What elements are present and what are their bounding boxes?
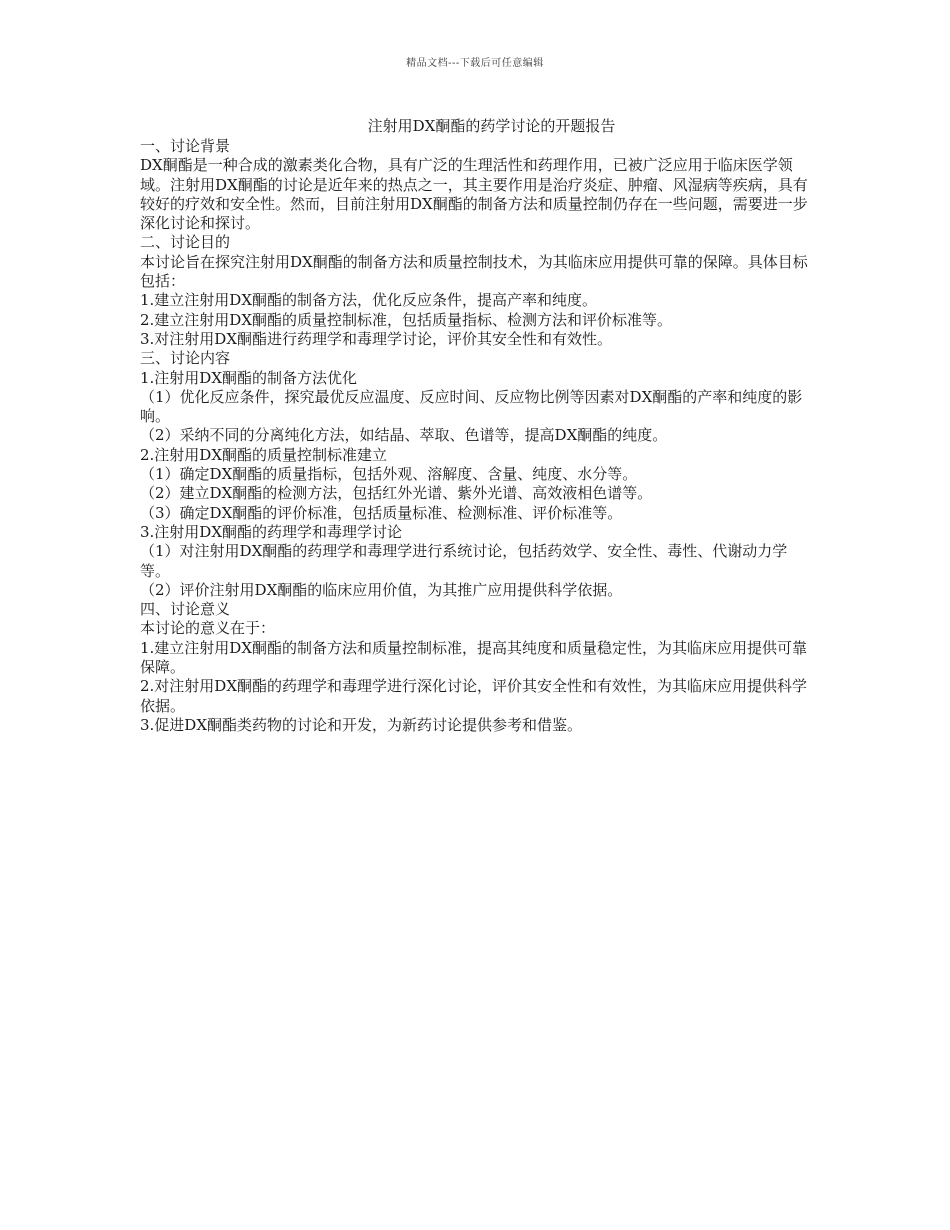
list-item: 3.对注射用DX酮酯进行药理学和毒理学讨论，评价其安全性和有效性。 <box>140 329 613 348</box>
list-item: （1）对注射用DX酮酯的药理学和毒理学进行系统讨论，包括药效学、安全性、毒性、代谢动力学等。 <box>140 542 788 580</box>
list-item: （2）评价注射用DX酮酯的临床应用价值，为其推广应用提供科学依据。 <box>140 580 623 599</box>
list-item: 1.建立注射用DX酮酯的制备方法，优化反应条件，提高产率和纯度。 <box>140 291 598 310</box>
list-item: 1.建立注射用DX酮酯的制备方法和质量控制标准，提高其纯度和质量稳定性，为其临床应用提供可靠保障。 <box>140 638 808 677</box>
list-item: 2.建立注射用DX酮酯的质量控制标准，包括质量指标、检测方法和评价标准等。 <box>140 310 673 329</box>
section-heading-content: 三、讨论内容 <box>140 349 231 368</box>
list-item: （3）确定DX酮酯的评价标准，包括质量标准、检测标准、评价标准等。 <box>140 503 623 522</box>
list-item: 2.对注射用DX酮酯的药理学和毒理学进行深化讨论，评价其安全性和有效性，为其临床应用提供科学依据。 <box>140 677 808 715</box>
section-heading-background: 一、讨论背景 <box>140 137 231 155</box>
paragraph-background: DX酮酯是一种合成的激素类化合物，具有广泛的生理活性和药理作用，已被广泛应用于临床医学领域。注射用DX酮酯的讨论是近年来的热点之一，其主要作用是治疗炎症、肿瘤、风湿病等疾病，具有较好的疗效和安全性。然而，目前注射用DX酮酯的制备方法和质量控制仍存在一些问题，需要进一步深化讨论和探讨。 <box>140 156 808 233</box>
list-item: （1）确定DX酮酯的质量指标，包括外观、溶解度、含量、纯度、水分等。 <box>140 465 638 484</box>
list-item: （2）建立DX酮酯的检测方法，包括红外光谱、紫外光谱、高效液相色谱等。 <box>140 484 653 503</box>
subsection-heading: 1.注射用DX酮酯的制备方法优化 <box>140 368 358 387</box>
subsection-heading: 2.注射用DX酮酯的质量控制标准建立 <box>140 445 388 464</box>
section-heading-purpose: 二、讨论目的 <box>140 233 231 252</box>
list-item: （2）采纳不同的分离纯化方法，如结晶、萃取、色谱等，提高DX酮酯的纯度。 <box>140 426 668 445</box>
section-heading-significance: 四、讨论意义 <box>140 600 231 619</box>
paragraph-purpose: 本讨论旨在探究注射用DX酮酯的制备方法和质量控制技术，为其临床应用提供可靠的保障。具体目标包括： <box>140 252 808 291</box>
document-title: 注射用DX酮酯的药学讨论的开题报告 <box>367 117 616 135</box>
document-body <box>140 115 815 735</box>
list-item: 3.促进DX酮酯类药物的讨论和开发，为新药讨论提供参考和借鉴。 <box>140 715 583 734</box>
subsection-heading: 3.注射用DX酮酯的药理学和毒理学讨论 <box>140 522 403 541</box>
page-header: 精品文档---下载后可任意编辑 <box>406 58 544 69</box>
list-item: （1）优化反应条件，探究最优反应温度、反应时间、反应物比例等因素对DX酮酯的产率和纯度的影响。 <box>140 387 803 426</box>
paragraph-significance: 本讨论的意义在于： <box>140 619 276 638</box>
